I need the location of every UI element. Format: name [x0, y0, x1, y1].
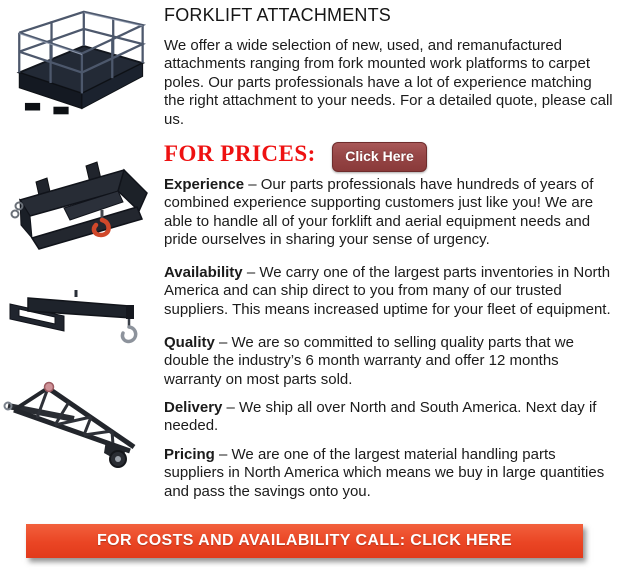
- intro-paragraph: We offer a wide selection of new, used, and remanufactured attachments ranging from fork mounted work platforms to carpet poles. Our parts professionals have a lot of experience matching the right attachment to your needs. For a detailed quote, please call us.: [164, 37, 613, 128]
- pricing-text: – We are one of the largest material handling parts suppliers in North America which means we buy in large quantities and pass the savings onto you.: [164, 446, 605, 500]
- for-prices-label: FOR PRICES:: [164, 141, 316, 166]
- quality-label: Quality: [164, 334, 215, 351]
- quality-paragraph: [164, 334, 616, 389]
- fork-frame-drawing: [6, 148, 154, 258]
- experience-text: – Our parts professionals have hundreds of years of combined experience supporting customers just like you! We are able to handle all of your forklift and aerial equipment needs and pride ourselves in sharing your sense of urgency.: [164, 176, 594, 249]
- availability-text: – We carry one of the largest parts inventories in North America and can ship direct to you from many of our trusted suppliers. This means increased uptime for your fleet of equipment.: [164, 264, 611, 318]
- experience-label: Experience: [164, 176, 245, 193]
- pricing-paragraph: [164, 446, 616, 501]
- jib-boom-image: [2, 276, 152, 346]
- fork-frame-image: [6, 148, 154, 258]
- delivery-text: – We ship all over North and South America. Next day if needed.: [164, 399, 597, 435]
- availability-paragraph: [164, 264, 616, 319]
- click-here-button[interactable]: Click Here: [332, 142, 427, 172]
- experience-paragraph: [164, 176, 616, 250]
- truss-boom-drawing: [2, 378, 154, 473]
- truss-boom-image: [2, 378, 154, 473]
- delivery-paragraph: [164, 399, 616, 436]
- quality-text: – We are so committed to selling quality parts that we double the industry’s 6 month warranty and offer 12 months warranty on most parts sold.: [164, 334, 574, 388]
- availability-label: Availability: [164, 264, 243, 281]
- costs-availability-banner[interactable]: FOR COSTS AND AVAILABILITY CALL: CLICK HERE: [26, 524, 583, 558]
- pricing-label: Pricing: [164, 446, 215, 463]
- work-platform-drawing: [6, 8, 154, 120]
- jib-boom-drawing: [2, 276, 152, 346]
- work-platform-image: [6, 8, 154, 120]
- delivery-label: Delivery: [164, 399, 223, 416]
- page-title: FORKLIFT ATTACHMENTS: [164, 5, 392, 25]
